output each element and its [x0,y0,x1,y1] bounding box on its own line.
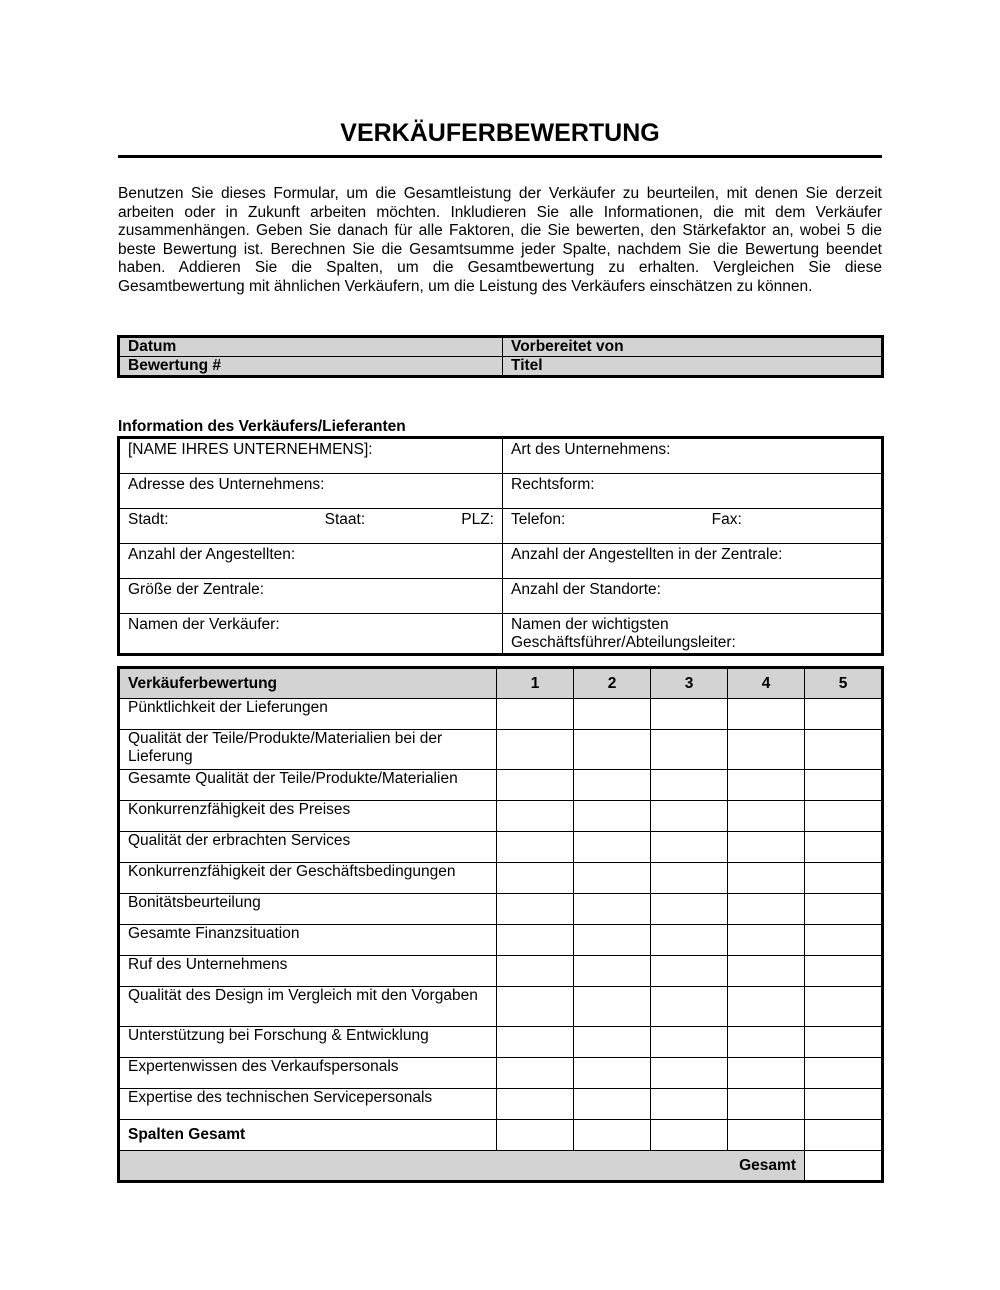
score-cell[interactable] [574,770,651,801]
instructions-paragraph: Benutzen Sie dieses Formular, um die Gesamtleistung der Verkäufer zu beurteilen, mit denen Sie derzeit arbeiten oder in Zukunft arbeiten möchten. Inkludieren Sie alle Informationen, die mit dem Verkäufer zusammenhängen. Geben Sie danach für alle Faktoren, die Sie bewerten, den Stärkefaktor an, wobei 5 die beste Bewertung ist. Berechnen Sie die Gesamtsumme jeder Spalte, nachdem Sie die Bewertung beendet haben. Addieren Sie die Spalten, um die Gesamtbewertung zu erhalten. Vergleichen Sie diese Gesamtbewertung mit ähnlichen Verkäufern, um die Leistung des Verkäufers einschätzen zu können. [118,185,882,295]
criterion-label: Expertenwissen des Verkaufspersonals [119,1058,497,1089]
fax-label: Fax: [711,511,742,528]
column-total-cell[interactable] [728,1120,805,1151]
score-cell[interactable] [651,987,728,1027]
table-row [119,730,883,770]
score-cell[interactable] [651,730,728,770]
table-row [119,894,883,925]
date-field[interactable]: Datum [119,337,503,357]
score-cell[interactable] [574,730,651,770]
score-cell[interactable] [651,770,728,801]
score-cell[interactable] [497,987,574,1027]
score-cell[interactable] [497,925,574,956]
score-cell[interactable] [728,699,805,730]
scale-1: 1 [497,668,574,699]
column-total-cell[interactable] [805,1120,883,1151]
city-label: Stadt: [128,511,169,528]
column-total-cell[interactable] [497,1120,574,1151]
score-cell[interactable] [805,894,883,925]
scale-4: 4 [728,668,805,699]
criterion-label: Qualität der erbrachten Services [119,832,497,863]
phone-fax-cell[interactable] [503,509,883,544]
score-cell[interactable] [728,1058,805,1089]
score-cell[interactable] [805,770,883,801]
table-row [119,1058,883,1089]
score-cell[interactable] [805,699,883,730]
scale-2: 2 [574,668,651,699]
city-state-zip-cell[interactable] [119,509,503,544]
grand-total-row [119,1151,883,1182]
zip-label: PLZ: [461,511,494,528]
score-cell[interactable] [728,801,805,832]
rating-header-row [119,668,883,699]
company-name-field[interactable]: [NAME IHRES UNTERNEHMENS]: [119,438,503,474]
criterion-label: Gesamte Finanzsituation [119,925,497,956]
score-cell[interactable] [497,894,574,925]
title-divider [118,155,882,158]
table-row [119,1027,883,1058]
state-label: Staat: [324,511,366,528]
score-cell[interactable] [805,987,883,1027]
score-cell[interactable] [497,1058,574,1089]
score-cell[interactable] [574,801,651,832]
score-cell[interactable] [497,801,574,832]
score-cell[interactable] [651,1058,728,1089]
table-row [119,956,883,987]
criterion-label: Ruf des Unternehmens [119,956,497,987]
evaluation-number-field[interactable]: Bewertung # [119,357,503,377]
score-cell[interactable] [574,1089,651,1120]
score-cell[interactable] [574,1027,651,1058]
score-cell[interactable] [651,801,728,832]
score-cell[interactable] [497,956,574,987]
score-cell[interactable] [497,770,574,801]
table-row [119,1089,883,1120]
company-type-field[interactable]: Art des Unternehmens: [503,438,883,474]
score-cell[interactable] [728,925,805,956]
evaluation-header-table [117,335,884,378]
scale-3: 3 [651,668,728,699]
criterion-label: Expertise des technischen Servicepersonals [119,1089,497,1120]
score-cell[interactable] [574,925,651,956]
score-cell[interactable] [574,987,651,1027]
score-cell[interactable] [574,1058,651,1089]
criterion-label: Konkurrenzfähigkeit des Preises [119,801,497,832]
criterion-label: Gesamte Qualität der Teile/Produkte/Materialien [119,770,497,801]
score-cell[interactable] [497,1027,574,1058]
scale-5: 5 [805,668,883,699]
criterion-label: Bonitätsbeurteilung [119,894,497,925]
score-cell[interactable] [497,699,574,730]
score-cell[interactable] [728,863,805,894]
table-row [119,770,883,801]
phone-label: Telefon: [511,511,566,528]
grand-total-label: Gesamt [119,1151,805,1182]
score-cell[interactable] [651,863,728,894]
criterion-label: Unterstützung bei Forschung & Entwicklung [119,1027,497,1058]
score-cell[interactable] [651,925,728,956]
table-row [119,832,883,863]
title-field[interactable]: Titel [503,357,883,377]
prepared-by-field[interactable]: Vorbereitet von [503,337,883,357]
criterion-label: Pünktlichkeit der Lieferungen [119,699,497,730]
criterion-label: Qualität des Design im Vergleich mit den Vorgaben [119,987,497,1027]
score-cell[interactable] [805,801,883,832]
score-cell[interactable] [728,894,805,925]
table-row [119,863,883,894]
score-cell[interactable] [651,832,728,863]
criterion-label: Konkurrenzfähigkeit der Geschäftsbedingungen [119,863,497,894]
vendor-rating-table [117,666,884,1183]
column-total-cell[interactable] [574,1120,651,1151]
vendor-info-heading: Information des Verkäufers/Lieferanten [118,418,406,435]
score-cell[interactable] [728,832,805,863]
score-cell[interactable] [728,770,805,801]
column-totals-label: Spalten Gesamt [119,1120,497,1151]
score-cell[interactable] [497,730,574,770]
rating-heading: Verkäuferbewertung [119,668,497,699]
score-cell[interactable] [574,863,651,894]
vendor-info-table [117,436,884,656]
score-cell[interactable] [497,832,574,863]
score-cell[interactable] [574,832,651,863]
score-cell[interactable] [805,925,883,956]
column-totals-row [119,1120,883,1151]
table-row [119,801,883,832]
score-cell[interactable] [805,1089,883,1120]
page-title: VERKÄUFERBEWERTUNG [340,119,660,147]
table-row [119,925,883,956]
employees-field[interactable]: Anzahl der Angestellten: [119,544,503,579]
score-cell[interactable] [574,894,651,925]
score-cell[interactable] [805,730,883,770]
score-cell[interactable] [497,1089,574,1120]
score-cell[interactable] [728,956,805,987]
score-cell[interactable] [805,863,883,894]
score-cell[interactable] [805,1058,883,1089]
legal-form-field[interactable]: Rechtsform: [503,474,883,509]
score-cell[interactable] [805,956,883,987]
score-cell[interactable] [574,956,651,987]
score-cell[interactable] [497,863,574,894]
criterion-label: Qualität der Teile/Produkte/Materialien bei der Lieferung [119,730,497,770]
table-row [119,699,883,730]
score-cell[interactable] [651,1089,728,1120]
score-cell[interactable] [728,730,805,770]
column-total-cell[interactable] [651,1120,728,1151]
hq-employees-field[interactable]: Anzahl der Angestellten in der Zentrale: [503,544,883,579]
locations-field[interactable]: Anzahl der Standorte: [503,579,883,614]
score-cell[interactable] [651,699,728,730]
score-cell[interactable] [574,699,651,730]
score-cell[interactable] [651,1027,728,1058]
managers-field[interactable]: Namen der wichtigsten Geschäftsführer/Abteilungsleiter: [503,614,883,655]
score-cell[interactable] [728,1027,805,1058]
sellers-field[interactable]: Namen der Verkäufer: [119,614,503,655]
score-cell[interactable] [728,1089,805,1120]
score-cell[interactable] [651,956,728,987]
score-cell[interactable] [728,987,805,1027]
score-cell[interactable] [651,894,728,925]
score-cell[interactable] [805,832,883,863]
score-cell[interactable] [805,1027,883,1058]
grand-total-cell[interactable] [805,1151,883,1182]
hq-size-field[interactable]: Größe der Zentrale: [119,579,503,614]
table-row [119,987,883,1027]
company-address-field[interactable]: Adresse des Unternehmens: [119,474,503,509]
